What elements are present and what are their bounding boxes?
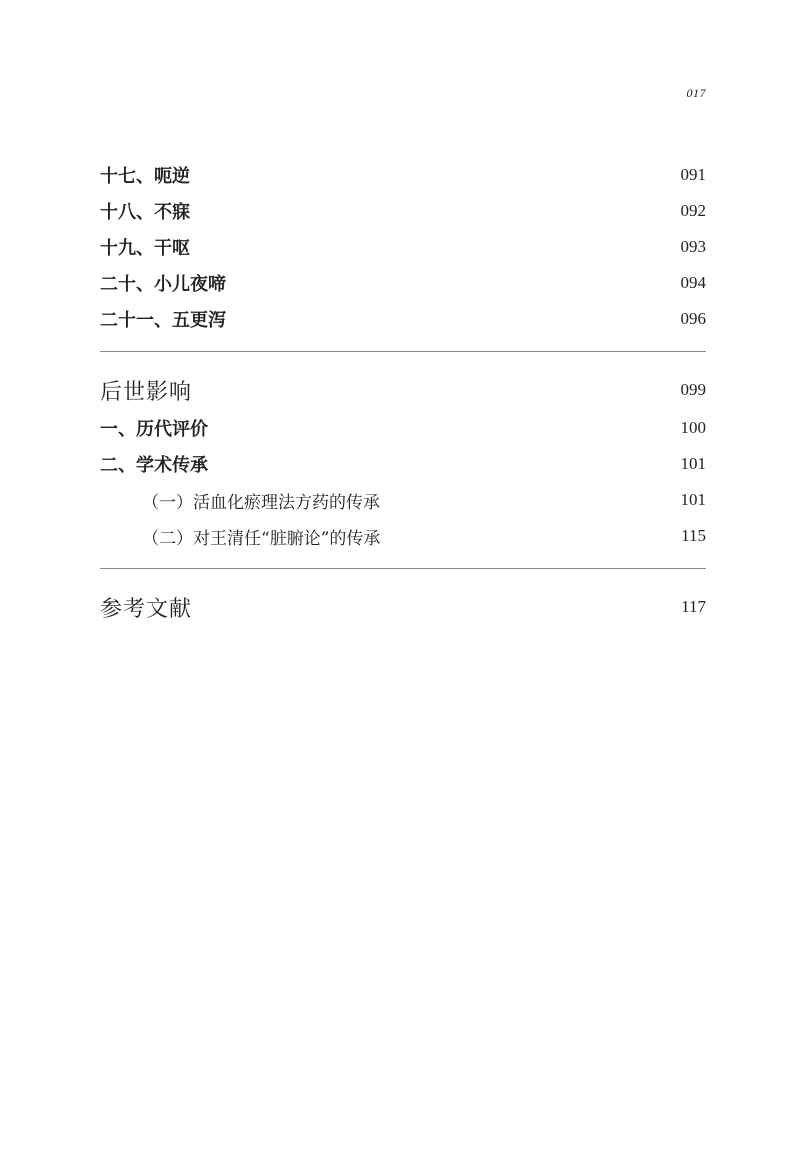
page-number: 017 (686, 86, 706, 100)
toc-subentry[interactable] (100, 482, 706, 518)
toc-entry-label: 十七、呃逆 (100, 166, 190, 187)
toc-section-title: 参考文献 (100, 596, 193, 622)
toc-subentry-label: （一）活血化瘀理法方药的传承 (142, 492, 380, 513)
toc-entry[interactable] (100, 410, 706, 446)
toc-section[interactable] (100, 370, 706, 410)
toc-entry-label: 二、学术传承 (100, 455, 208, 476)
toc-entry-page: 096 (680, 309, 706, 328)
toc-entry[interactable] (100, 301, 706, 337)
toc-entry[interactable] (100, 193, 706, 229)
toc-entry[interactable] (100, 229, 706, 265)
toc-entry-label: 一、历代评价 (100, 419, 208, 440)
toc-entry-label: 十九、干呕 (100, 238, 190, 259)
toc-entry-label: 十八、不寐 (100, 202, 190, 223)
toc-entry[interactable] (100, 265, 706, 301)
toc-entry-page: 101 (680, 454, 706, 473)
toc-subentry[interactable] (100, 518, 706, 554)
toc-entry-page: 093 (680, 237, 706, 256)
toc-entry[interactable] (100, 446, 706, 482)
toc-section-page: 099 (680, 380, 706, 399)
toc-entry[interactable] (100, 157, 706, 193)
toc-section-title: 后世影响 (100, 379, 193, 405)
toc-entry-label: 二十一、五更泻 (100, 310, 226, 331)
toc-subentry-page: 115 (681, 526, 706, 545)
toc-section-page: 117 (681, 597, 706, 616)
toc-entry-page: 094 (680, 273, 706, 292)
toc-subentry-page: 101 (680, 490, 706, 509)
toc-entry-page: 091 (680, 165, 706, 184)
toc-section[interactable] (100, 587, 706, 627)
toc-entry-page: 092 (680, 201, 706, 220)
table-of-contents (100, 157, 706, 627)
toc-entry-label: 二十、小儿夜啼 (100, 274, 226, 295)
toc-subentry-label: （二）对王清任“脏腑论”的传承 (142, 528, 381, 549)
toc-entry-page: 100 (680, 418, 706, 437)
